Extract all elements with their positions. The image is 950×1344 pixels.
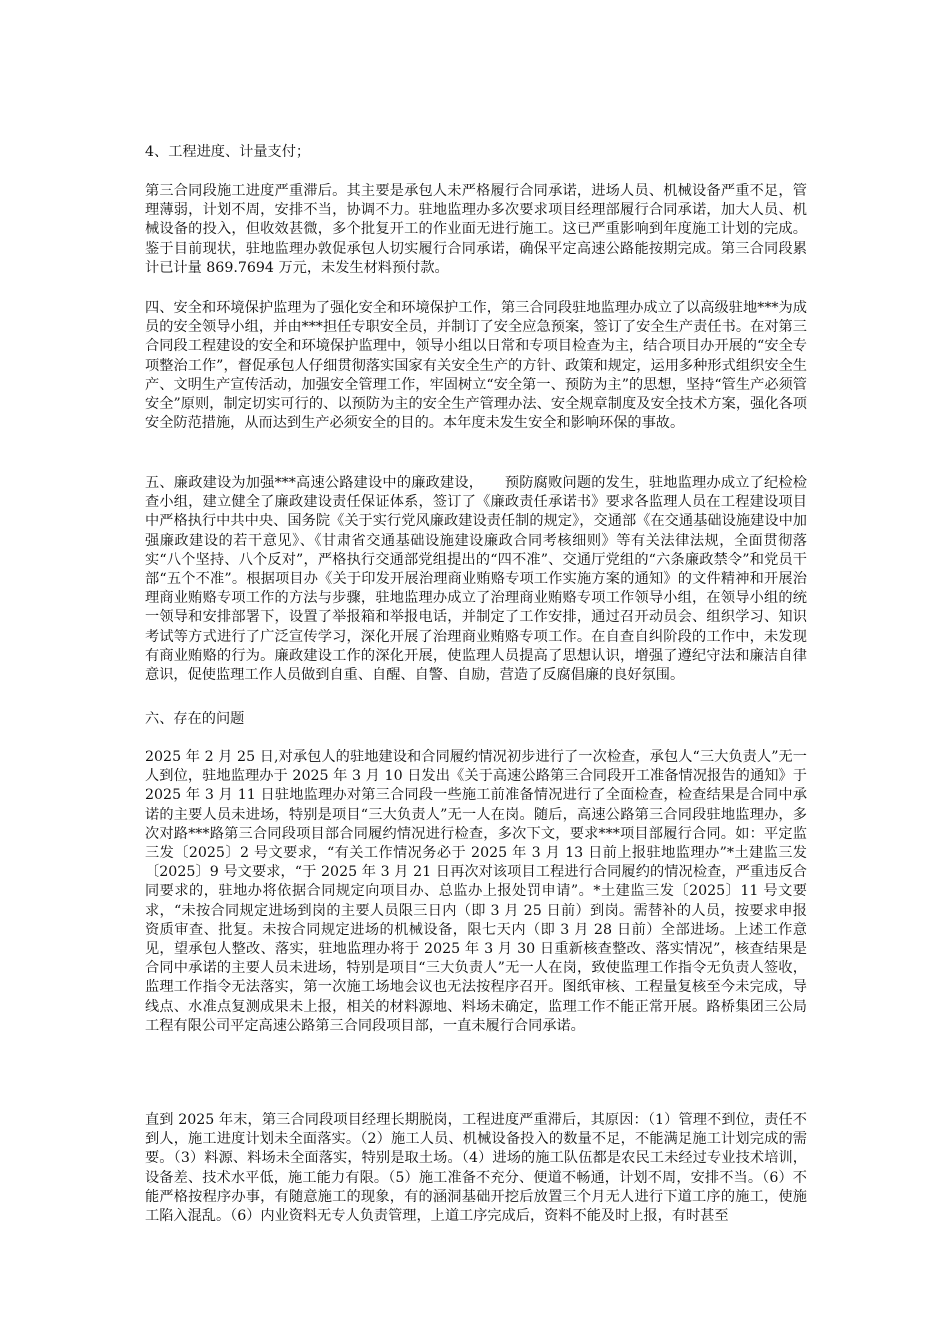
paragraph-progress: 第三合同段施工进度严重滞后。其主要是承包人未严格履行合同承诺，进场人员、机械设备严重不足，管理薄弱，计划不周，安排不当，协调不力。驻地监理办多次要求项目经理部履行合同承诺，加大人员、机械设备的投入，但收效甚微，多个批复开工的作业面无进行施工。这已严重影响到年度施工计划的完成。鉴于目前现状，驻地监理办敦促承包人切实履行合同承诺，确保平定高速公路能按期完成。第三合同段累计已计量 869.7694 万元，未发生材料预付款。 [145,183,807,276]
section-heading-progress: 4、工程进度、计量支付； [145,144,311,160]
paragraph-safety: 四、安全和环境保护监理为了强化安全和环境保护工作，第三合同段驻地监理办成立了以高级驻地***为成员的安全领导小组，并由***担任专职安全员，并制订了安全应急预案，签订了安全生产责任书。在对第三合同段工程建设的安全和环境保护监理中，领导小组以日常和专项目检查为主，结合项目办开展的“安全专项整治工作”，督促承包人仔细贯彻落实国家有关安全生产的方针、政策和规定，运用多种形式组织安全生产、文明生产宣传活动，加强安全管理工作，牢固树立“安全第一、预防为主”的思想，坚持“管生产必须管安全”原则，制定切实可行的、以预防为主的安全生产管理办法、安全规章制度及安全技术方案，强化各项安全防范措施，从而达到生产必须安全的目的。本年度未发生安全和影响环保的事故。 [145,300,807,432]
paragraph-problems: 2025 年 2 月 25 日,对承包人的驻地建设和合同履约情况初步进行了一次检查，承包人“三大负责人”无一人到位，驻地监理办于 2025 年 3 月 10 日发出《关于高速公路第三合同段开工准备情况报告的通知》于 2025 年 3 月 11 日驻地监理办对第三合同段一些施工前准备情况进行了全面检查，检查结果是合同中承诺的主要人员未进场，特别是项目“三大负责人”无一人在岗。随后，高速公路第三合同段驻地监理办，多次对路***路第三合同段项目部合同履约情况进行检查，多次下文，要求***项目部履行合同。如：平定监三发〔2025〕2 号文要求，“有关工作情况务必于 2025 年 3 月 13 日前上报驻地监理办”*土建监三发〔2025〕9 号文要求，“于 2025 年 3 月 21 日再次对该项目工程进行合同履约的情况检查，严重违反合同要求的，驻地办将依据合同规定向项目办、总监办上报处罚申请”。*土建监三发〔2025〕11 号文要求，“未按合同规定进场到岗的主要人员限三日内（即 3 月 25 日前）到岗。需替补的人员，按要求申报资质审查、批复。未按合同规定进场的机械设备，限七天内（即 3 月 28 日前）全部进场。上述工作意见，望承包人整改、落实，驻地监理办将于 2025 年 3 月 30 日重新核查整改、落实情况”，核查结果是合同中承诺的主要人员未进场，特别是项目“三大负责人”无一人在岗，致使监理工作指令无负责人签收，监理工作指令无法落实，第一次施工场地会议也无法按程序召开。图纸审核、工程量复核至今未完成，导线点、水准点复测成果未上报，相关的材料源地、料场未确定，监理工作不能正常开展。路桥集团三公局工程有限公司平定高速公路第三合同段项目部，一直未履行合同承诺。 [145,749,807,1034]
paragraph-causes: 直到 2025 年末，第三合同段项目经理长期脱岗，工程进度严重滞后，其原因：（1）管理不到位，责任不到人，施工进度计划未全面落实。（2）施工人员、机械设备投入的数量不足，不能满足施工计划完成的需要。（3）料源、料场未全面落实，特别是取土场。（4）进场的施工队伍都是农民工未经过专业技术培训，设备差、技术水平低，施工能力有限。（5）施工准备不充分、便道不畅通，计划不周，安排不当。（6）不能严格按程序办事，有随意施工的现象，有的涵洞基础开挖后放置三个月无人进行下道工序的施工，使施工陷入混乱。（6）内业资料无专人负责管理，上道工序完成后，资料不能及时上报，有时甚至 [145,1112,807,1225]
section-heading-problems: 六、存在的问题 [145,711,245,727]
paragraph-integrity: 五、廉政建设为加强***高速公路建设中的廉政建设， 预防腐败问题的发生，驻地监理办成立了纪检检查小组，建立健全了廉政建设责任保证体系，签订了《廉政责任承诺书》要求各监理人员在工程建设项目中严格执行中共中央、国务院《关于实行党风廉政建设责任制的规定》，交通部《在交通基础设施建设中加强廉政建设的若干意见》、《甘肃省交通基础设施建设廉政合同考核细则》等有关法律法规，全面贯彻落实“八个坚持、八个反对”，严格执行交通部党组提出的“四不准”、交通厅党组的“六条廉政禁令”和党员干部“五个不准”。根据项目办《关于印发开展治理商业贿赂专项工作实施方案的通知》的文件精神和开展治理商业贿赂专项工作的方法与步骤，驻地监理办成立了治理商业贿赂专项工作领导小组，在领导小组的统一领导和安排部署下，设置了举报箱和举报电话，并制定了工作安排，通过召开动员会、组织学习、知识考试等方式进行了广泛宣传学习，深化开展了治理商业贿赂专项工作。在自查自纠阶段的工作中，未发现有商业贿赂的行为。廉政建设工作的深化开展，使监理人员提高了思想认识，增强了遵纪守法和廉洁自律意识，促使监理工作人员做到自重、自醒、自警、自励，营造了反腐倡廉的良好氛围。 [145,475,807,684]
